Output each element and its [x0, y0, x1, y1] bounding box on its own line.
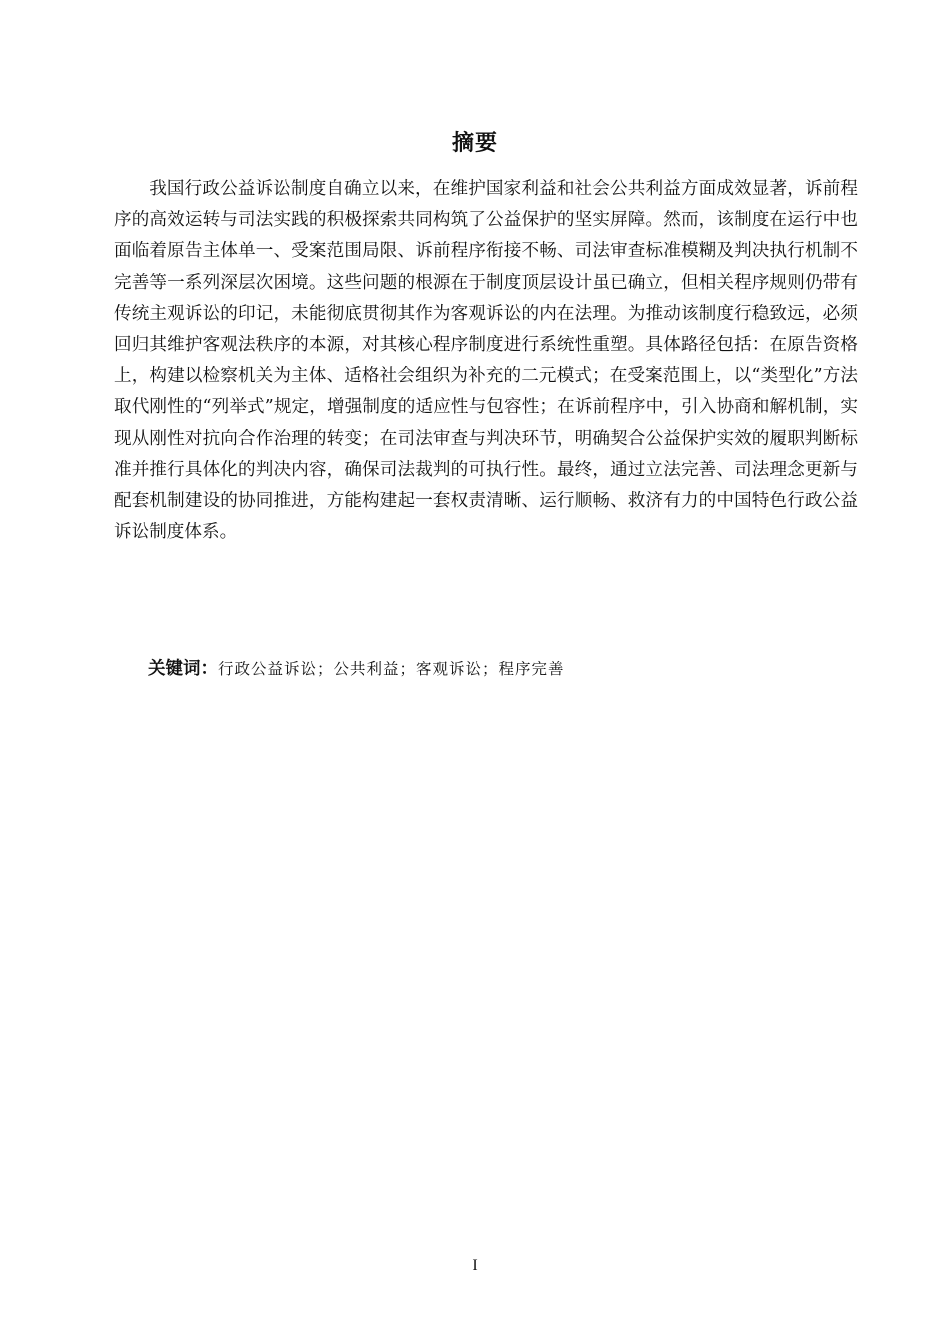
keywords-label: 关键词： — [148, 659, 218, 679]
keywords-line — [148, 654, 848, 684]
keywords-list: 行政公益诉讼；公共利益；客观诉讼；程序完善 — [218, 660, 565, 678]
page-number: I — [472, 1257, 478, 1274]
abstract-title: 摘要 — [451, 131, 498, 156]
abstract-body: 我国行政公益诉讼制度自确立以来，在维护国家利益和社会公共利益方面成效显著，诉前程序的高效运转与司法实践的积极探索共同构筑了公益保护的坚实屏障。然而，该制度在运行中也面临着原告主体单一、受案范围局限、诉前程序衔接不畅、司法审查标准模糊及判决执行机制不完善等一系列深层次困境。这些问题的根源在于制度顶层设计虽已确立，但相关程序规则仍带有传统主观诉讼的印记，未能彻底贯彻其作为客观诉讼的内在法理。为推动该制度行稳致远，必须回归其维护客观法秩序的本源，对其核心程序制度进行系统性重塑。具体路径包括：在原告资格上，构建以检察机关为主体、适格社会组织为补充的二元模式；在受案范围上，以“类型化”方法取代刚性的“列举式”规定，增强制度的适应性与包容性；在诉前程序中，引入协商和解机制，实现从刚性对抗向合作治理的转变；在司法审查与判决环节，明确契合公益保护实效的履职判断标准并推行具体化的判决内容，确保司法裁判的可执行性。最终，通过立法完善、司法理念更新与配套机制建设的协同推进，方能构建起一套权责清晰、运行顺畅、救济有力的中国特色行政公益诉讼制度体系。 — [114, 179, 858, 543]
